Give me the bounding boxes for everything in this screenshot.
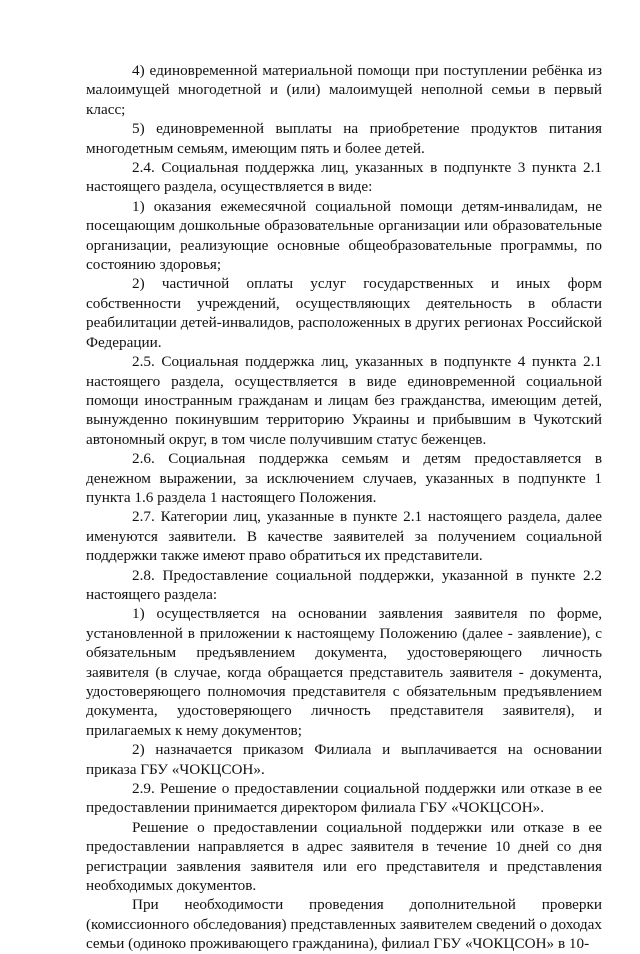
paragraph-2-4: 2.4. Социальная поддержка лиц, указанных в подпункте 3 пункта 2.1 настоящего раздела, осуществляется в виде: — [86, 159, 602, 196]
paragraph-2-8-item-2: 2) назначается приказом Филиала и выплачивается на основании приказа ГБУ «ЧОКЦСОН». — [86, 741, 602, 778]
paragraph-2-8: 2.8. Предоставление социальной поддержки, указанной в пункте 2.2 настоящего раздела: — [86, 566, 602, 603]
paragraph-decision-notice: Решение о предоставлении социальной поддержки или отказе в ее предоставлении направляется в адрес заявителя в течение 10 дней со дня регистрации заявления заявителя или его представителя и представления необходимых документов. — [86, 818, 602, 895]
paragraph-2-4-item-1: 1) оказания ежемесячной социальной помощи детям-инвалидам, не посещающим дошкольные образовательные организации или образовательные организации, реализующие основные общеобразовательные программы, по состоянию здоровья; — [86, 197, 602, 274]
paragraph-2-4-item-2: 2) частичной оплаты услуг государственных и иных форм собственности учреждений, осуществляющих деятельность в области реабилитации детей-инвалидов, расположенных в других регионах Российской Федерации. — [86, 275, 602, 351]
paragraph-2-6: 2.6. Социальная поддержка семьям и детям предоставляется в денежном выражении, за исключением случаев, указанных в подпункте 1 пункта 1.6 раздела 1 настоящего Положения. — [86, 450, 602, 506]
paragraph-item-5: 5) единовременной выплаты на приобретение продуктов питания многодетным семьям, имеющим пять и более детей. — [86, 120, 602, 157]
paragraph-additional-check: При необходимости проведения дополнительной проверки (комиссионного обследования) представленных заявителем сведений о доходах семьи (одиноко проживающего гражданина), филиал ГБУ «ЧОКЦСОН» в 10- — [86, 896, 602, 953]
paragraph-2-9: 2.9. Решение о предоставлении социальной поддержки или отказе в ее предоставлении принимается директором филиала ГБУ «ЧОКЦСОН». — [86, 780, 602, 817]
paragraph-2-7: 2.7. Категории лиц, указанные в пункте 2.1 настоящего раздела, далее именуются заявители. В качестве заявителей за получением социальной поддержки также имеют право обратиться их представители. — [86, 508, 602, 565]
paragraph-2-8-item-1: 1) осуществляется на основании заявления заявителя по форме, установленной в приложении к настоящему Положению (далее - заявление), с обязательным предъявлением документа, удостоверяющего личность заявителя (в случае, когда обращается представитель заявителя - документа, удостоверяющего полномочия представителя с обязательным предъявлением документа, удостоверяющего личность представителя заявителя), и прилагаемых к нему документов; — [86, 605, 602, 739]
paragraph-item-4: 4) единовременной материальной помощи при поступлении ребёнка из малоимущей многодетной и (или) малоимущей неполной семьи в первый класс; — [86, 62, 602, 118]
paragraph-2-5: 2.5. Социальная поддержка лиц, указанных в подпункте 4 пункта 2.1 настоящего раздела, осуществляется в виде единовременной социальной помощи иностранным гражданам и лицам без гражданства, имеющим детей, вынужденно покинувшим территорию Украины и прибывшим в Чукотский автономный округ, в том числе получившим статус беженцев. — [86, 353, 602, 448]
